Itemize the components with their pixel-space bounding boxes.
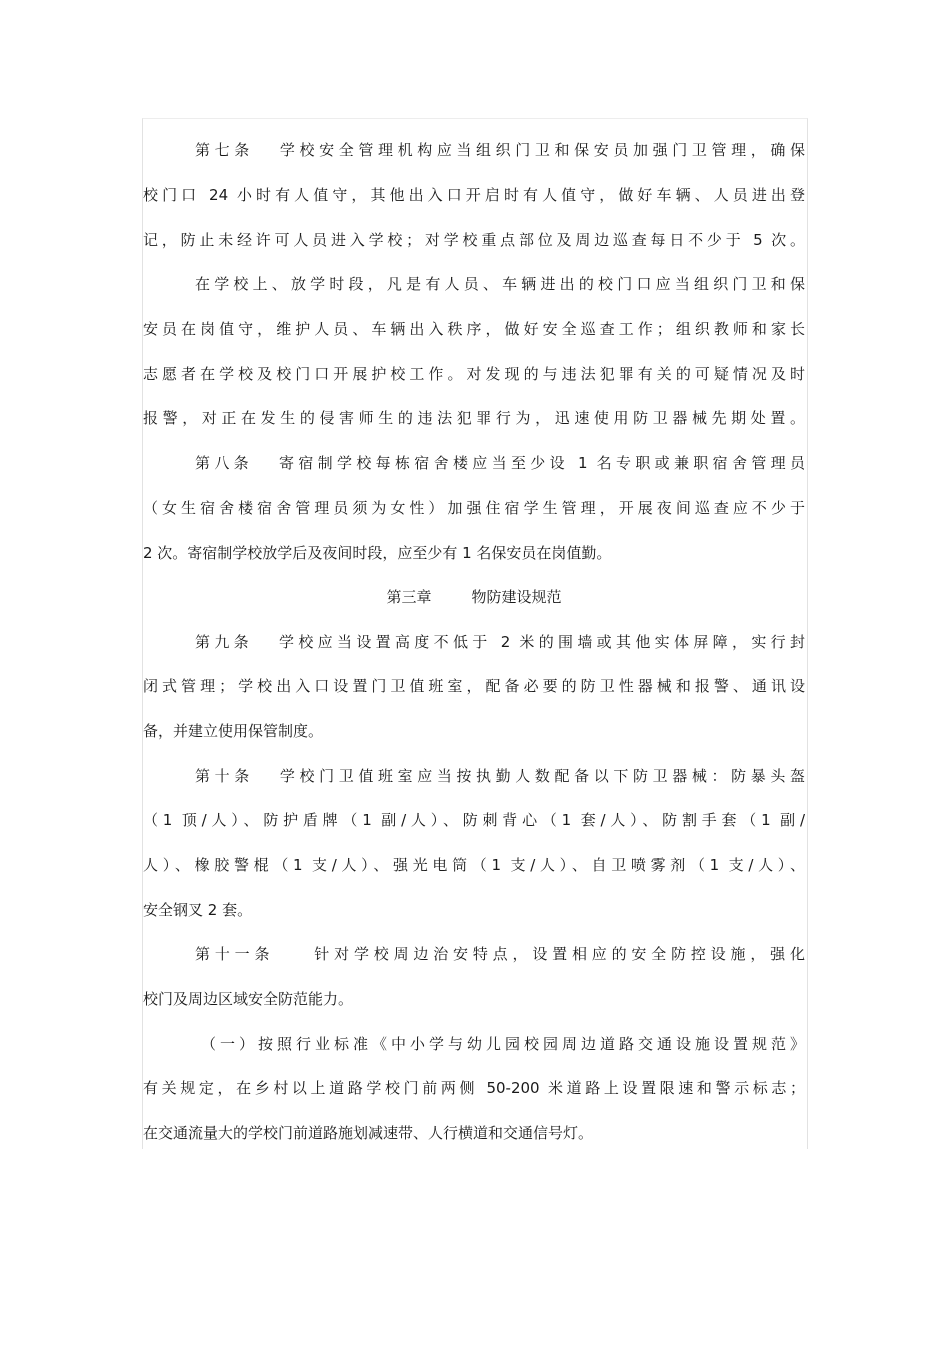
article-8-line-3: 2 次。寄宿制学校放学后及夜间时段，应至少有 1 名保安员在岗值勤。 [143, 544, 612, 562]
article-10-line-3: 人）、橡胶警棍（1 支/人）、强光电筒（1 支/人）、自卫喷雾剂（1 支/人）、 [143, 856, 805, 874]
article-10-line-1 [143, 764, 805, 788]
article-10-line-2: （1 顶/人）、防护盾牌（1 副/人）、防刺背心（1 套/人）、防割手套（1 副/ [143, 811, 805, 829]
article-11-item-1-line-2: 有关规定，在乡村以上道路学校门前两侧 50-200 米道路上设置限速和警示标志； [143, 1079, 805, 1097]
article-11-text-1: 针对学校周边治安特点，设置相应的安全防控设施，强化 [314, 945, 805, 963]
article-11-heading: 第十一条 [195, 945, 275, 963]
article-7-line-1 [143, 138, 805, 162]
article-11-line-2: 校门及周边区域安全防范能力。 [143, 990, 354, 1008]
chapter-3-heading [143, 585, 805, 609]
article-7b-line-4: 报警，对正在发生的侵害师生的违法犯罪行为，迅速使用防卫器械先期处置。 [143, 409, 805, 427]
article-7-line-2: 校门口 24 小时有人值守，其他出入口开启时有人值守，做好车辆、人员进出登 [143, 186, 805, 204]
article-9-line-1 [143, 630, 805, 654]
article-11-line-1 [143, 942, 805, 966]
article-10-line-4: 安全钢叉 2 套。 [143, 901, 253, 919]
article-9-heading: 第九条 [195, 633, 253, 651]
article-8-heading: 第八条 [195, 454, 253, 472]
chapter-3-number: 第三章 [386, 588, 432, 606]
article-7-text-1: 学校安全管理机构应当组织门卫和保安员加强门卫管理，确保 [279, 141, 805, 159]
article-11-item-1-line-1: （一）按照行业标准《中小学与幼儿园校园周边道路交通设施设置规范》 [201, 1035, 805, 1053]
article-9-line-2: 闭式管理；学校出入口设置门卫值班室，配备必要的防卫性器械和报警、通讯设 [143, 677, 805, 695]
article-7b-line-1: 在学校上、放学时段，凡是有人员、车辆进出的校门口应当组织门卫和保 [195, 275, 805, 293]
article-7-line-3: 记，防止未经许可人员进入学校；对学校重点部位及周边巡查每日不少于 5 次。 [143, 231, 805, 249]
article-7-heading: 第七条 [195, 141, 254, 159]
article-8-line-2: （女生宿舍楼宿舍管理员须为女性）加强住宿学生管理，开展夜间巡查应不少于 [143, 499, 805, 517]
article-9-line-3: 备，并建立使用保管制度。 [143, 722, 324, 740]
article-8-line-1 [143, 451, 805, 475]
article-7b-line-2: 安员在岗值守，维护人员、车辆出入秩序，做好安全巡查工作；组织教师和家长 [143, 320, 805, 338]
article-8-text-1: 寄宿制学校每栋宿舍楼应当至少设 1 名专职或兼职宿舍管理员 [279, 454, 805, 472]
chapter-3-title: 物防建设规范 [471, 588, 562, 606]
article-7b-line-3: 志愿者在学校及校门口开展护校工作。对发现的与违法犯罪有关的可疑情况及时 [143, 365, 805, 383]
article-11-item-1-line-3: 在交通流量大的学校门前道路施划减速带、人行横道和交通信号灯。 [143, 1124, 594, 1142]
article-10-heading: 第十条 [195, 767, 254, 785]
article-10-text-1: 学校门卫值班室应当按执勤人数配备以下防卫器械：防暴头盔 [279, 767, 805, 785]
article-9-text-1: 学校应当设置高度不低于 2 米的围墙或其他实体屏障，实行封 [279, 633, 805, 651]
